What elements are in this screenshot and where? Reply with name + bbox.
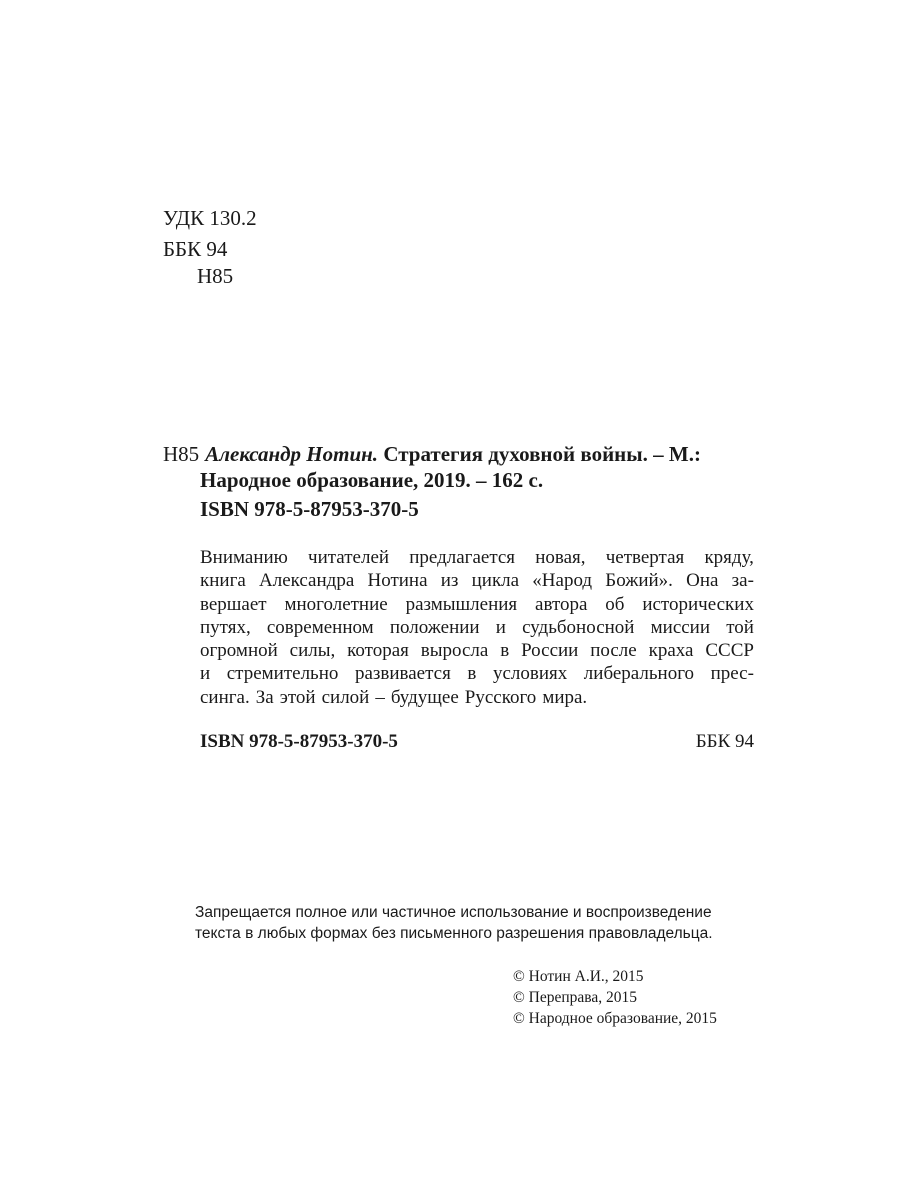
abstract-word: современном bbox=[266, 616, 374, 638]
abstract-word: из bbox=[440, 570, 459, 592]
abstract-word: четвертая bbox=[605, 547, 685, 568]
copyright-line: © Нотин А.И., 2015 bbox=[513, 968, 644, 985]
abstract-word: судьбоносной bbox=[522, 616, 635, 638]
abstract-word: новая, bbox=[535, 547, 586, 568]
abstract-word: краха bbox=[648, 640, 694, 662]
abstract-word: огромной bbox=[200, 640, 278, 662]
abstract-word: и bbox=[495, 616, 506, 638]
abstract-word: условиях bbox=[492, 663, 568, 685]
abstract-word: «Народ bbox=[532, 570, 593, 592]
abstract-word: мира. bbox=[542, 686, 588, 708]
abstract-word: силы, bbox=[289, 640, 336, 662]
abstract-word: об bbox=[605, 593, 625, 615]
abstract-word: прес- bbox=[710, 663, 754, 685]
isbn-bbk-row bbox=[200, 730, 754, 754]
copyright-list bbox=[513, 966, 717, 1029]
abstract-word: автора bbox=[535, 593, 588, 615]
abstract-word: синга. bbox=[200, 686, 250, 708]
abstract-word: кряду, bbox=[704, 547, 754, 568]
copyright-line: © Переправа, 2015 bbox=[513, 989, 638, 1006]
abstract-line bbox=[200, 686, 754, 709]
biblio-title: Стратегия духовной войны. – М.: bbox=[383, 442, 701, 466]
bibliographic-record bbox=[163, 441, 763, 522]
legal-notice-line: текста в любых формах без письменного разрешения правовладельца. bbox=[195, 925, 713, 942]
biblio-publisher-line: Народное образование, 2019. – 162 с. bbox=[200, 468, 544, 492]
abstract-word: которая bbox=[347, 640, 409, 662]
abstract-word: предлагается bbox=[409, 547, 516, 568]
abstract-word: в bbox=[500, 640, 510, 662]
abstract-line bbox=[200, 593, 754, 616]
abstract-word: многолетние bbox=[284, 593, 388, 615]
abstract-word: Божий». bbox=[605, 570, 673, 592]
abstract-word: положении bbox=[389, 616, 480, 638]
abstract-word: СССР bbox=[705, 640, 754, 662]
author-sign: Н85 bbox=[197, 264, 234, 288]
biblio-isbn: ISBN 978-5-87953-370-5 bbox=[200, 497, 419, 521]
abstract-line bbox=[200, 662, 754, 685]
abstract-word: миссии bbox=[650, 616, 711, 638]
copyright-line: © Народное образование, 2015 bbox=[513, 1010, 717, 1027]
abstract-word: Нотина bbox=[367, 570, 428, 592]
abstract-word: – bbox=[375, 686, 385, 708]
abstract-word: путях, bbox=[200, 616, 251, 638]
abstract-word: за- bbox=[731, 570, 754, 592]
abstract bbox=[200, 546, 754, 709]
abstract-line bbox=[200, 639, 754, 662]
legal-notice-line: Запрещается полное или частичное использование и воспроизведение bbox=[195, 904, 712, 921]
abstract-word: Вниманию bbox=[200, 547, 288, 568]
abstract-word: вершает bbox=[200, 593, 267, 615]
abstract-word: цикла bbox=[471, 570, 520, 592]
abstract-word: и bbox=[200, 663, 211, 685]
abstract-word: Она bbox=[686, 570, 719, 592]
abstract-word: стремительно bbox=[226, 663, 339, 685]
footer-bbk: ББК 94 bbox=[695, 731, 754, 752]
abstract-word: той bbox=[726, 616, 754, 638]
biblio-code: Н85 bbox=[163, 442, 200, 466]
bbk-code: ББК 94 bbox=[163, 237, 228, 261]
abstract-word: размышления bbox=[405, 593, 518, 615]
abstract-word: книга bbox=[200, 570, 246, 592]
abstract-word: развивается bbox=[354, 663, 451, 685]
abstract-line bbox=[200, 616, 754, 639]
abstract-word: Русского bbox=[464, 686, 537, 708]
biblio-author: Александр Нотин. bbox=[205, 442, 379, 466]
abstract-word: читателей bbox=[308, 547, 390, 568]
abstract-line bbox=[200, 546, 754, 569]
footer-isbn: ISBN 978-5-87953-370-5 bbox=[200, 731, 398, 752]
abstract-word: Александра bbox=[259, 570, 355, 592]
abstract-word: после bbox=[590, 640, 637, 662]
abstract-word: России bbox=[521, 640, 579, 662]
legal-notice bbox=[195, 902, 760, 944]
abstract-word: этой bbox=[279, 686, 316, 708]
abstract-word: За bbox=[255, 686, 274, 708]
abstract-word: в bbox=[467, 663, 477, 685]
abstract-word: будущее bbox=[390, 686, 459, 708]
udk-code: УДК 130.2 bbox=[163, 206, 257, 230]
abstract-line bbox=[200, 569, 754, 592]
biblio-first-line bbox=[163, 441, 763, 467]
abstract-word: исторических bbox=[642, 593, 754, 615]
abstract-word: силой bbox=[321, 686, 370, 708]
abstract-word: выросла bbox=[420, 640, 489, 662]
abstract-word: либерального bbox=[583, 663, 695, 685]
